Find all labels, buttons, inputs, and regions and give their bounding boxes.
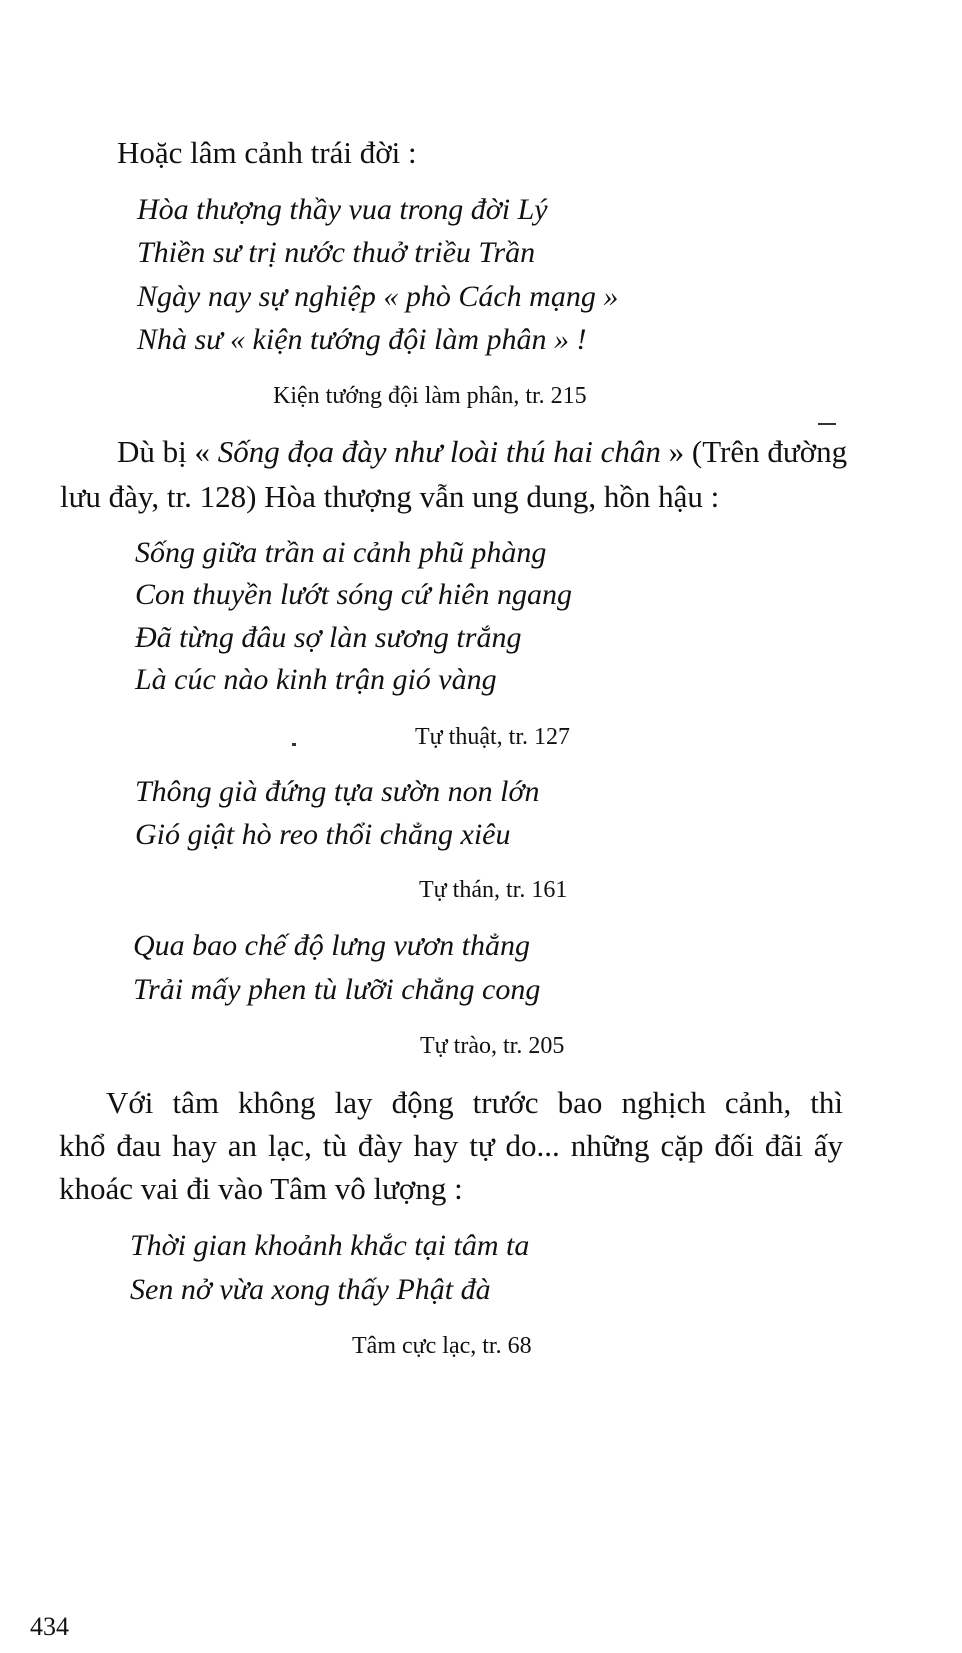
poem-line: Nhà sư « kiện tướng đội làm phân » ! [137, 323, 587, 356]
poem-line: Ngày nay sự nghiệp « phò Cách mạng » [137, 280, 619, 313]
paragraph-line [117, 432, 848, 472]
intro-line: Hoặc lâm cảnh trái đời : [117, 135, 417, 170]
quote-italic: Sống đọa đày như loài thú hai chân [217, 434, 661, 469]
poem-line: Hòa thượng thầy vua trong đời Lý [137, 193, 548, 226]
poem-line: Thông già đứng tựa sườn non lớn [135, 775, 540, 808]
citation: Tự thán, tr. 161 [419, 877, 568, 903]
poem-line: Thiền sư trị nước thuở triều Trần [137, 236, 536, 269]
quote-open: Dù bị « [117, 434, 218, 469]
poem-line: Đã từng đâu sợ làn sương trắng [135, 621, 522, 654]
citation: Kiện tướng đội làm phân, tr. 215 [273, 383, 587, 409]
quote-close: » (Trên đường [660, 434, 848, 469]
poem-line: Con thuyền lướt sóng cứ hiên ngang [135, 578, 573, 611]
poem-line: Trải mấy phen tù lưỡi chẳng cong [133, 973, 541, 1006]
citation: Tự trào, tr. 205 [420, 1033, 565, 1059]
stray-dot [292, 743, 296, 746]
poem-line: Thời gian khoảnh khắc tại tâm ta [130, 1229, 530, 1262]
poem-line: Sống giữa trần ai cảnh phũ phàng [135, 536, 547, 569]
paragraph-line: khoác vai đi vào Tâm vô lượng : [59, 1171, 463, 1206]
poem-line: Là cúc nào kinh trận gió vàng [135, 663, 497, 696]
poem-line: Gió giật hò reo thổi chẳng xiêu [135, 818, 511, 851]
citation: Tâm cực lạc, tr. 68 [352, 1333, 532, 1359]
citation: Tự thuật, tr. 127 [415, 724, 570, 750]
paragraph-line: khổ đau hay an lạc, tù đày hay tự do... những cặp đối đãi ấy [59, 1128, 843, 1163]
poem-line: Qua bao chế độ lưng vươn thẳng [133, 929, 531, 962]
poem-line: Sen nở vừa xong thấy Phật đà [130, 1273, 491, 1306]
paragraph-line: Với tâm không lay động trước bao nghịch cảnh, thì [106, 1085, 843, 1120]
page-number: 434 [30, 1612, 69, 1641]
paragraph-line: lưu đày, tr. 128) Hòa thượng vẫn ung dung, hồn hậu : [60, 479, 720, 514]
stray-mark [818, 423, 836, 425]
